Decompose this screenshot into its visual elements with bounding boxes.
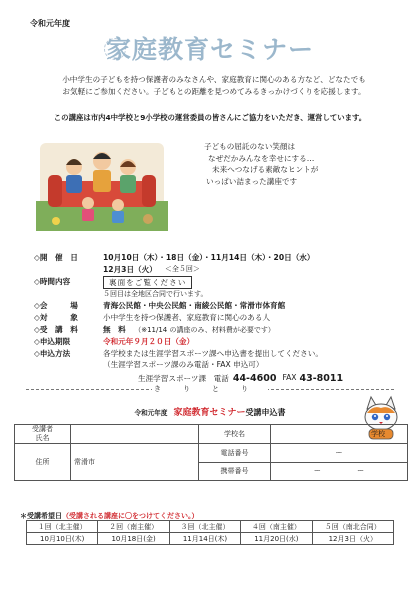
form-header [0,405,420,418]
form-year: 令和元年度 [134,409,168,417]
schedule-header: ４回（南主催） [241,521,312,533]
name-label: 受講者 氏名 [15,425,71,444]
deadline-row [34,336,410,348]
time-note: ５回目は全地区合同で行います。 [103,289,208,298]
registration-form [14,424,408,481]
cut-label: き り と り [154,385,266,393]
address-input[interactable] [71,444,199,481]
contact-dept: 生涯学習スポーツ課 電話 [138,374,229,384]
date-label: ◇開 催 日 [34,253,78,262]
mobile-sep-2: ー [357,467,365,476]
address-label: 住所 [15,444,71,481]
contact-fax-label: FAX [282,373,297,383]
contact-fax: 43-8011 [299,373,344,385]
mobile-label: 携帯番号 [199,462,271,481]
schedule-header: ５回（南北合同） [312,521,393,533]
intro-text [32,74,396,98]
quote-block [204,141,318,187]
time-label: ◇時間内容 [34,276,71,286]
method-label: ◇申込方法 [34,348,71,358]
contact-tel: 44-4600 [232,373,277,385]
phone-sep: ー [335,448,343,457]
quote-line-3: 未来へつなげる素敵なヒントが [212,165,319,175]
method-row [34,348,410,360]
schedule-table [26,520,394,545]
time-value: 裏面をご覧ください [103,276,410,289]
intro-line-1: 小中学生の子どもを持つ保護者のみなさんや、家庭教育に関心のある方など、どなたでも [62,75,366,84]
school-label: 学校名 [199,425,271,444]
fee-label: ◇受 講 料 [34,324,78,334]
schedule-date-cell[interactable]: 10月18日(金) [98,533,169,545]
method-note-row [34,359,410,371]
hint-prefix: ＊受講希望日 [20,512,62,520]
fee-row [34,324,410,336]
family-illustration [36,137,168,235]
form-title-suffix: 受講申込書 [245,408,286,417]
method-note: （生涯学習スポーツ課のみ電話・FAX 申込可） [103,360,264,370]
page-title: 家庭教育セミナー [105,35,314,64]
schedule-date-cell[interactable]: 10月10日(木) [27,533,98,545]
organizers-note: この講座は市内4中学校と9小学校の運営委員の皆さんにご協力をいただき、運営しています。 [53,113,367,122]
hint-text: （受講される講座に〇をつけてください。） [62,512,199,520]
venue-row [34,300,410,312]
date-row-2 [34,264,410,276]
form-title: 家庭教育セミナー [173,408,246,418]
schedule-header: ２回（南主催） [98,521,169,533]
deadline-label: ◇申込期限 [34,336,71,346]
schedule-date-row [27,533,394,545]
year-label: 令和元年度 [30,19,70,28]
fee-note: （※11/14 の講座のみ、材料費が必要です） [134,325,275,334]
phone-label: 電話番号 [199,444,271,463]
deadline-value: 令和元年９月２０日（金） [103,336,195,346]
details-section [34,252,410,385]
target-label: ◇対 象 [34,313,78,323]
mobile-sep-1: ー [313,467,321,476]
time-row [34,276,410,289]
target-row [34,312,410,324]
address-row [15,444,408,463]
method-value: 各学校または生涯学習スポーツ課へ申込書を提出してください。 [103,348,323,358]
quote-line-4: いっぱい詰まった講座です [206,176,298,186]
schedule-header: １回（北主催） [27,521,98,533]
intro-line-2: お気軽にご参加ください。子どもとの距離を見つめてみるきっかけづくりを応援します。 [62,87,366,96]
mobile-input[interactable] [271,462,408,481]
schedule-header-row [27,521,394,533]
quote-line-1: 子どもの屈託のない笑顔は [204,142,296,151]
phone-input[interactable] [271,444,408,463]
schedule-date-cell[interactable]: 11月20日(水) [241,533,312,545]
date-row [34,252,410,264]
quote-line-2: なぜだかみんなを幸せにする… [208,153,315,163]
schedule-header: ３回（北主催） [169,521,240,533]
date-count: ＜全５回＞ [164,264,200,273]
venue-label: ◇会 場 [34,301,78,311]
schedule-date-cell[interactable]: 12月3日（火） [312,533,393,545]
date-value: 10月10日（木）・18日（金）・11月14日（木）・20日（水） [103,253,315,262]
date-value-2: 12月3日（火） [103,264,157,274]
name-row [15,425,408,444]
school-input[interactable] [271,425,408,444]
fee-value: 無 料 [103,324,126,334]
time-note-row [34,289,410,301]
target-value: 小中学生を持つ保護者、家庭教育に関心のある人 [103,313,271,323]
name-input[interactable] [71,425,199,444]
address-value: 常滑市 [74,458,95,466]
school-suffix: 学校 [371,430,385,438]
schedule-date-cell[interactable]: 11月14日(木) [169,533,240,545]
venue-value: 青海公民館・中央公民館・南綾公民館・常滑市体育館 [103,301,286,311]
